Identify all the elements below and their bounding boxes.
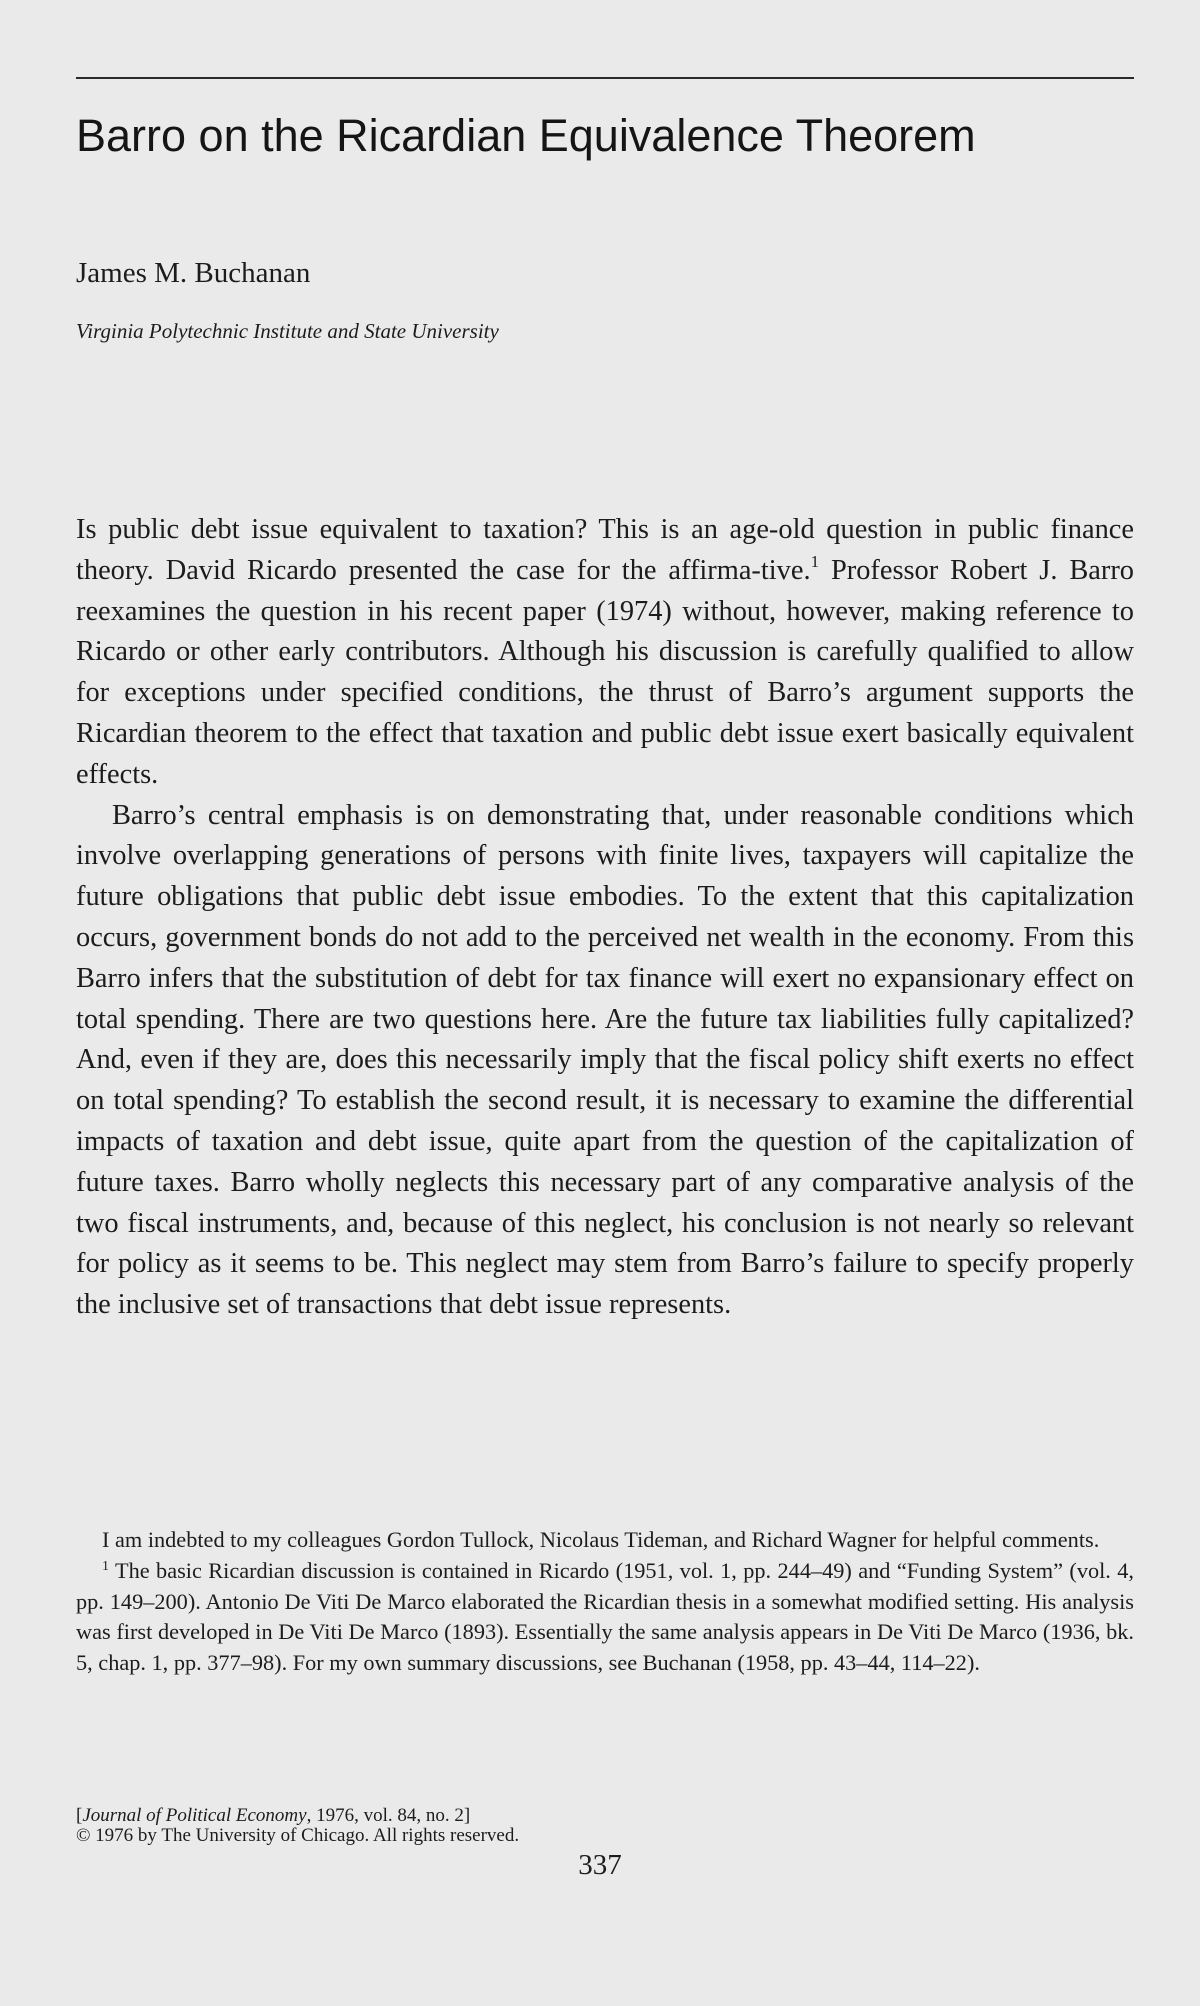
article-title: Barro on the Ricardian Equivalence Theorem <box>76 110 976 161</box>
page-number: 337 <box>578 1849 622 1881</box>
paragraph-1-text-a: Is public debt issue equivalent to taxation? This is an age-old question in public finance theory. David Ricardo presented the case for the affirma-tive. <box>76 514 1134 586</box>
citation-open-bracket: [ <box>76 1805 83 1826</box>
author-name: James M. Buchanan <box>76 257 311 289</box>
footnote-1-number: 1 <box>102 1558 109 1574</box>
footnote-1-text: The basic Ricardian discussion is contained in Ricardo (1951, vol. 1, pp. 244–49) and “Funding System” (vol. 4, pp. 149–200). Antonio De Viti De Marco elaborated the Ricardian thesis in a somewhat modified setting. His analysis was first developed in De Viti De Marco (1893). Essentially the same analysis appears in De Viti De Marco (1936, bk. 5, chap. 1, pp. 377–98). For my own summary discussions, see Buchanan (1958, pp. 43–44, 114–22). <box>76 1557 1135 1676</box>
journal-name: Journal of Political Economy <box>82 1805 307 1826</box>
top-rule <box>76 77 1134 79</box>
footnotes <box>76 1525 1134 1679</box>
author-affiliation: Virginia Polytechnic Institute and State University <box>76 319 499 343</box>
body-paragraph-1 <box>76 510 1134 796</box>
paragraph-1-text-b: Professor Robert J. Barro reexamines the question in his recent paper (1974) without, however, making reference to Ricardo or other early contributors. Although his discussion is carefully qualified to allow for exceptions under specified conditions, the thrust of Barro’s argument supports the Ricardian theorem to the effect that taxation and public debt issue exert basically equivalent effects. <box>76 554 1134 790</box>
journal-citation <box>76 1806 519 1846</box>
footnote-reference-1: 1 <box>810 551 820 571</box>
article-body <box>76 510 1134 1326</box>
copyright-notice: © 1976 by The University of Chicago. All rights reserved. <box>76 1825 520 1846</box>
citation-line <box>76 1806 519 1826</box>
body-paragraph-2: Barro’s central emphasis is on demonstrating that, under reasonable conditions which involve overlapping generations of persons with finite lives, taxpayers will capitalize the future obligations that public debt issue embodies. To the extent that this capitalization occurs, government bonds do not add to the perceived net wealth in the economy. From this Barro infers that the substitution of debt for tax finance will exert no expansionary effect on total spending. There are two questions here. Are the future tax liabilities fully capitalized? And, even if they are, does this necessarily imply that the fiscal policy shift exerts no effect on total spending? To establish the second result, it is necessary to examine the differential impacts of taxation and debt issue, quite apart from the question of the capitalization of future taxes. Barro wholly neglects this necessary part of any comparative analysis of the two fiscal instruments, and, because of this neglect, his conclusion is not nearly so relevant for policy as it seems to be. This neglect may stem from Barro’s failure to specify properly the inclusive set of transactions that debt issue represents. <box>76 799 1134 1321</box>
acknowledgment-note: I am indebted to my colleagues Gordon Tullock, Nicolaus Tideman, and Richard Wagner for helpful comments. <box>102 1527 1100 1552</box>
footnote-1 <box>76 1556 1134 1679</box>
citation-details: , 1976, vol. 84, no. 2] <box>306 1805 471 1826</box>
